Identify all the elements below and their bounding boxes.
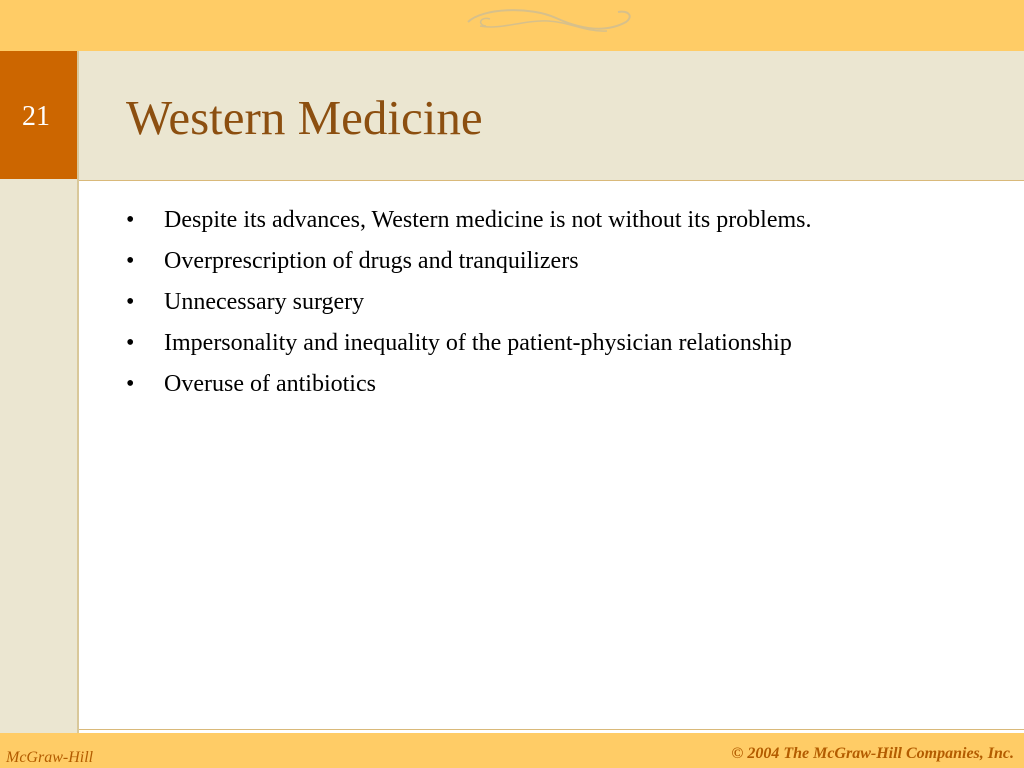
bullet-text: Despite its advances, Western medicine is not without its problems. bbox=[164, 207, 812, 233]
bullet-text: Overuse of antibiotics bbox=[164, 371, 376, 397]
bullet-text: Overprescription of drugs and tranquilizers bbox=[164, 248, 579, 274]
bottom-divider bbox=[79, 729, 1024, 730]
bullet-icon: • bbox=[126, 207, 135, 233]
bullet-icon: • bbox=[126, 248, 135, 274]
swirl-ornament-icon bbox=[462, 4, 637, 42]
slide-number: 21 bbox=[22, 101, 50, 132]
bullet-item bbox=[126, 244, 812, 285]
copyright-notice: © 2004 The McGraw-Hill Companies, Inc. bbox=[731, 745, 1014, 762]
slide-title: Western Medicine bbox=[126, 90, 483, 145]
bullet-icon: • bbox=[126, 289, 135, 315]
bullet-icon: • bbox=[126, 330, 135, 356]
bullet-text: Unnecessary surgery bbox=[164, 289, 365, 315]
publisher-label: McGraw-Hill bbox=[6, 749, 94, 766]
bullet-list bbox=[126, 203, 812, 408]
bullet-item bbox=[126, 203, 812, 244]
bullet-item bbox=[126, 326, 812, 367]
bullet-item bbox=[126, 285, 812, 326]
bullet-text: Impersonality and inequality of the patient-physician relationship bbox=[164, 330, 792, 356]
bullet-item bbox=[126, 367, 812, 408]
bullet-icon: • bbox=[126, 371, 135, 397]
